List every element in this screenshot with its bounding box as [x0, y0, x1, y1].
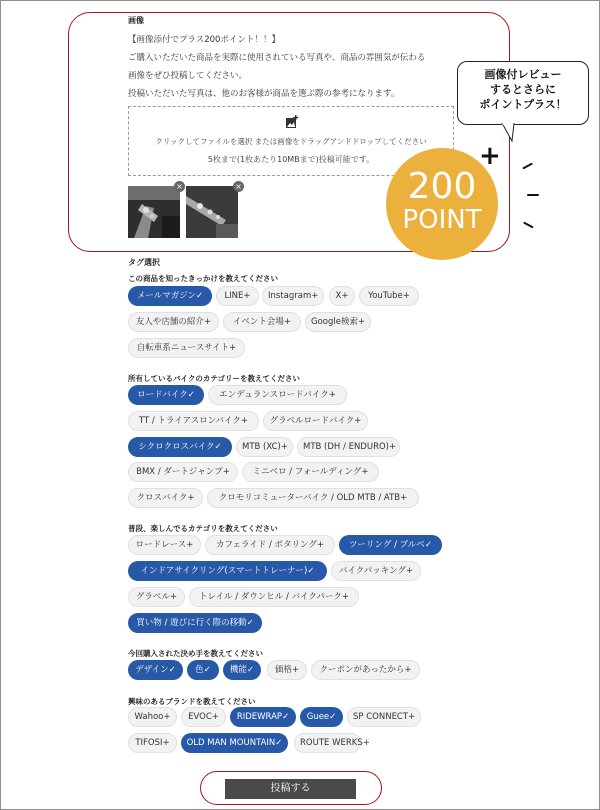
tag-chip-label: トレイル / ダウンヒル / バイクパーク	[198, 592, 342, 602]
plus-icon: +	[341, 592, 350, 602]
tag-chip[interactable]	[263, 411, 368, 431]
plus-icon: +	[404, 665, 412, 675]
check-icon: ✓	[307, 566, 315, 576]
tag-chip[interactable]	[128, 488, 203, 508]
plus-icon: +	[389, 442, 397, 452]
plus-icon: +	[169, 592, 178, 602]
check-icon: ✓	[275, 738, 283, 748]
tag-chip[interactable]	[300, 707, 343, 727]
tag-chip-label: BMX / ダートジャンプ	[136, 467, 223, 477]
tag-chip[interactable]	[128, 338, 245, 358]
submit-button[interactable]: 投稿する	[225, 779, 356, 799]
close-icon[interactable]: ×	[174, 181, 185, 192]
tag-chip[interactable]	[294, 733, 370, 753]
tag-chip[interactable]	[236, 437, 293, 457]
tag-chip-label: TT / トライアスロンバイク	[138, 416, 241, 426]
tag-chip-label: MTB (XC)	[242, 442, 281, 452]
tag-chip-label: EVOC	[188, 712, 212, 722]
tag-chip[interactable]	[311, 660, 420, 680]
tag-chip[interactable]	[189, 587, 359, 607]
plus-icon: +	[240, 416, 248, 426]
check-icon: ✓	[329, 712, 337, 722]
check-icon: ✓	[424, 540, 432, 550]
tag-chip[interactable]	[331, 561, 421, 581]
tag-chip[interactable]	[207, 488, 419, 508]
dropzone-instructions: クリックしてファイルを選択 または画像をドラッグアンドドロップしてください	[155, 137, 427, 146]
plus-icon: +	[361, 467, 369, 477]
tag-chip-label: 価格	[274, 665, 292, 675]
accent-line	[527, 194, 539, 196]
tag-chip-label: YouTube	[368, 291, 403, 301]
close-icon[interactable]: ×	[233, 181, 244, 192]
plus-mark: +	[479, 141, 501, 171]
tag-chip-label: 友人や店舗の紹介	[135, 317, 204, 327]
plus-icon: +	[341, 291, 349, 301]
tag-chip-label: ミニベロ / フォールディング	[252, 467, 362, 477]
tag-chip-label: TIFOSI	[135, 738, 163, 748]
badge-number: 200	[407, 166, 477, 207]
tag-chip-label: カフェライド / ポタリング	[215, 540, 317, 550]
promo-line: するとさらに	[490, 83, 556, 96]
tag-chip-label: グラベルロードバイク	[269, 416, 355, 426]
image-section-label: 画像	[128, 16, 144, 25]
plus-icon: +	[408, 712, 416, 722]
tag-chip-label: ツーリング / ブルベ	[349, 540, 425, 550]
check-icon: ✓	[282, 712, 290, 722]
image-intro-line: 画像をぜひ投稿してください。	[128, 71, 248, 81]
tag-chip-label: イベント会場	[232, 317, 284, 327]
tag-question-label: この商品を知ったきっかけを教えてください	[128, 274, 278, 283]
plus-icon: +	[186, 540, 194, 550]
tag-question-label: 今回購入された決め手を教えてください	[128, 649, 263, 658]
tag-chip-label: 機能	[229, 665, 247, 675]
tag-chip[interactable]	[216, 286, 259, 306]
promo-line: ポイントプラス！	[479, 98, 567, 111]
tag-chip[interactable]	[128, 733, 177, 753]
tag-chip[interactable]	[262, 286, 324, 306]
check-icon: ✓	[246, 665, 255, 675]
tag-chip[interactable]	[128, 286, 212, 306]
plus-icon: +	[229, 343, 237, 353]
check-icon: ✓	[214, 442, 222, 452]
check-icon: ✓	[246, 618, 254, 628]
tag-chip-label: 自転車系ニュースサイト	[136, 343, 230, 353]
plus-icon: +	[187, 493, 195, 503]
tag-chip-label: Wahoo	[134, 712, 164, 722]
tag-chip[interactable]	[181, 707, 226, 727]
tag-chip[interactable]	[205, 535, 335, 555]
check-icon: ✓	[187, 390, 195, 400]
tag-chip[interactable]	[187, 660, 219, 680]
plus-icon: +	[222, 467, 230, 477]
tag-chip[interactable]	[267, 660, 307, 680]
tag-chip-label: 色	[195, 665, 204, 675]
plus-icon: +	[402, 291, 410, 301]
tag-chip-label: クロスバイク	[136, 493, 188, 503]
tag-section-label: タグ選択	[128, 258, 160, 267]
tag-chip-label: RIDEWRAP	[236, 712, 283, 722]
tag-chip-label: Guee	[306, 712, 330, 722]
tag-chip-label: クロモリコミューターバイク / OLD MTB / ATB	[218, 493, 401, 503]
tag-chip-label: X	[335, 291, 342, 301]
tag-chip-label: グラベル	[135, 592, 170, 602]
tag-chip[interactable]	[181, 733, 288, 753]
tag-chip-label: ROUTE WERKS	[300, 738, 363, 748]
image-add-icon	[285, 115, 299, 129]
tag-chip[interactable]	[128, 437, 232, 457]
badge-label: POINT	[402, 205, 482, 235]
tag-chip[interactable]	[128, 613, 262, 633]
tag-question-label: 興味のあるブランドを教えてください	[128, 697, 256, 706]
tag-chip[interactable]	[128, 462, 238, 482]
plus-icon: +	[357, 317, 366, 327]
plus-icon: +	[405, 566, 414, 576]
tag-chip-label: 買い物 / 遊びに行く際の移動	[136, 618, 247, 628]
plus-icon: +	[328, 390, 336, 400]
image-intro-line: 【画像添付でプラス200ポイント！！】	[128, 35, 280, 45]
plus-icon: +	[291, 665, 300, 675]
check-icon: ✓	[196, 291, 204, 301]
tag-chip-label: ロードバイク	[137, 390, 188, 400]
tag-chip[interactable]	[128, 385, 204, 405]
tag-chip[interactable]	[128, 312, 219, 332]
tag-chip-label: OLD MAN MOUNTAIN	[186, 738, 276, 748]
plus-icon: +	[354, 416, 362, 426]
tag-chip-label: ロードレース	[135, 540, 187, 550]
tag-chip-label: SP CONNECT	[353, 712, 409, 722]
tag-chip[interactable]	[305, 312, 371, 332]
image-intro	[128, 31, 425, 103]
tag-chip-label: MTB (DH / ENDURO)	[303, 442, 389, 452]
tag-chip[interactable]	[128, 411, 259, 431]
tag-chip-label: バイクパッキング	[338, 566, 406, 576]
plus-icon: +	[362, 738, 370, 748]
tag-chip-label: インドアサイクリング(スマートトレーナー)	[140, 566, 308, 576]
tag-chip[interactable]	[329, 286, 355, 306]
tag-chip[interactable]	[359, 286, 419, 306]
tag-question-label: 普段、楽しんでるカテゴリを教えてください	[128, 524, 278, 533]
plus-icon: +	[162, 738, 170, 748]
tag-chip[interactable]	[128, 535, 201, 555]
image-intro-line: ご購入いただいた商品を実際に使用されている写真や、商品の雰囲気が伝わる	[128, 53, 426, 63]
tag-chip-label: デザイン	[135, 665, 169, 675]
plus-icon: +	[316, 540, 325, 550]
tag-chip-label: シクロクロスバイク	[138, 442, 215, 452]
bubble-tail	[498, 123, 520, 145]
plus-icon: +	[400, 493, 408, 503]
promo-speech-bubble	[457, 61, 589, 125]
uploaded-image-thumbnail	[186, 186, 238, 238]
plus-icon: +	[311, 291, 319, 301]
check-icon: ✓	[168, 665, 176, 675]
tag-chip[interactable]	[339, 535, 442, 555]
tag-chip-label: Instagram	[268, 291, 312, 301]
tag-chip-label: メールマガジン	[136, 291, 196, 301]
tag-chip[interactable]	[297, 437, 400, 457]
plus-icon: +	[280, 442, 288, 452]
tag-chip[interactable]	[223, 660, 261, 680]
plus-icon: +	[203, 317, 212, 327]
check-icon: ✓	[203, 665, 211, 675]
tag-chip[interactable]	[347, 707, 421, 727]
tag-chip-label: エンデュランスロードバイク	[219, 390, 329, 400]
tag-chip-label: Google検索	[311, 317, 358, 327]
tag-chip[interactable]	[208, 385, 347, 405]
promo-line: 画像付レビュー	[484, 68, 562, 81]
tag-chip[interactable]	[128, 707, 177, 727]
plus-icon: +	[283, 317, 292, 327]
tag-chip[interactable]	[128, 660, 183, 680]
tag-chip[interactable]	[242, 462, 379, 482]
tag-chip-label: クーポンがあったから	[319, 665, 405, 675]
tag-chip[interactable]	[128, 587, 185, 607]
dropzone-limit: 5枚まで(1枚あたり10MBまで)投稿可能です。	[207, 155, 375, 164]
plus-icon: +	[211, 712, 219, 722]
tag-chip[interactable]	[230, 707, 296, 727]
tag-chip-label: LINE	[224, 291, 244, 301]
plus-icon: +	[163, 712, 171, 722]
tag-chip[interactable]	[223, 312, 301, 332]
tag-question-label: 所有しているバイクのカテゴリーを教えてください	[128, 374, 301, 383]
uploaded-image-thumbnail	[128, 186, 180, 238]
tag-chip[interactable]	[128, 561, 327, 581]
image-intro-line: 投稿いただいた写真は、他のお客様が商品を選ぶ際の参考になります。	[128, 89, 400, 99]
plus-icon: +	[243, 291, 251, 301]
